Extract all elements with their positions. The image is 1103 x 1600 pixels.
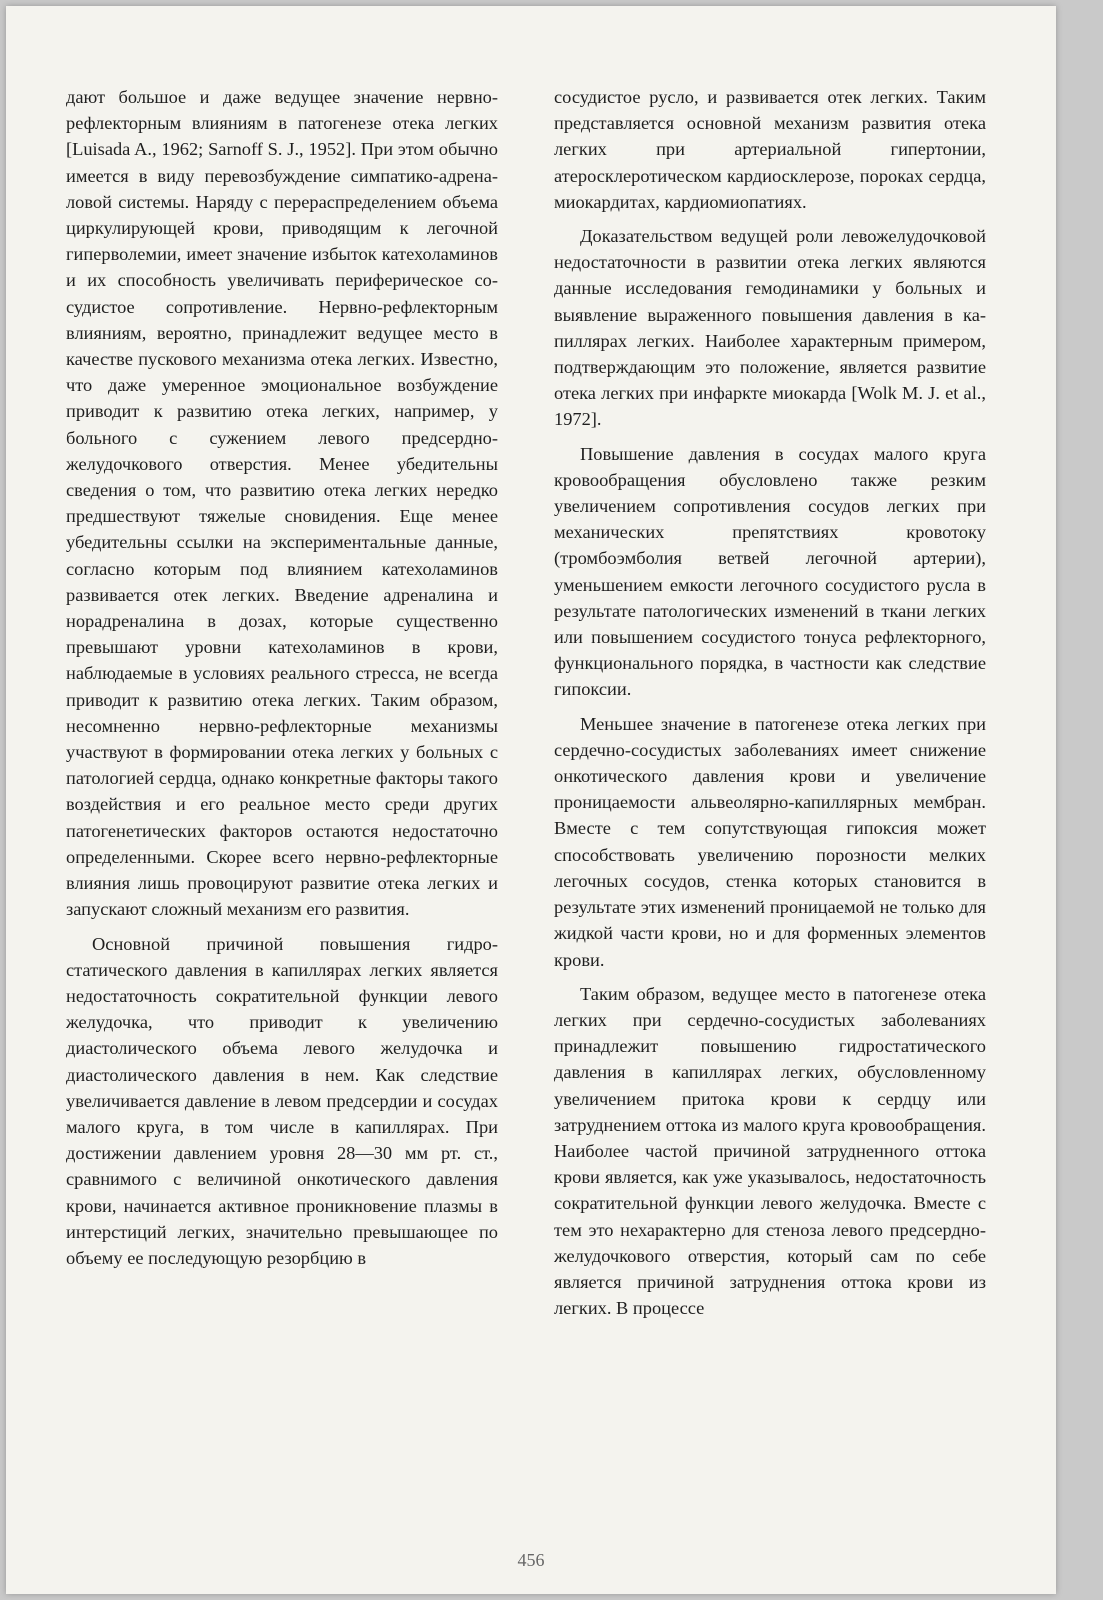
- paragraph: Меньшее значение в патогенезе отека легких при сердечно-сосудистых заболеваниях имеет снижение онкотического давления крови и увеличение проницаемости альвеолярно-капиллярных мембран. Вместе с тем сопутствующая гипоксия может способствовать увеличению порозности мелких легочных сосудов, стенка которых становится в результате этих изменений проницаемой не только для жидкой части крови, но и для форменных элементов крови.: [554, 713, 986, 970]
- paragraph: Основной причиной повышения гидростатического давления в капиллярах легких является недостаточность сократительной функции левого желудочка, что приводит к увеличению диастолического объема левого желудочка и диастолического давления в нем. Как следствие увеличивается давление в левом предсердии и сосудах малого круга, в том числе в капиллярах. При достижении давлением уровня 28—30 мм рт. ст., сравнимого с величиной онкотического давления крови, начинается активное проникновение плазмы в интерстиций легких, значительно превышающее по объему ее последующую резорбцию в: [66, 933, 498, 1268]
- paragraph: дают большое и даже ведущее значение нервно-рефлекторным влияниям в патогенезе отека легких [Luisada A., 1962; Sarnoff S. J., 1952]. При этом обычно имеется в виду перевозбуждение симпатико-адреналовой системы. Наряду с перераспределением объема циркулирующей крови, приводящим к легочной гиперволемии, имеет значение избыток катехоламинов и их способность увеличивать периферическое сосудистое сопротивление. Нервно-рефлекторным влияниям, вероятно, принадлежит ведущее место в качестве пускового механизма отека легких. Известно, что даже умеренное эмоциональное возбуждение приводит к развитию отека легких, например, у больного с сужением левого предсердно-желудочкового отверстия. Менее убедительны сведения о том, что развитию отека легких нередко предшествуют тяжелые сновидения. Еще менее убедительны ссылки на экспериментальные данные, согласно которым под влиянием катехоламинов развивается отек легких. Введение адреналина и норадреналина в дозах, которые существенно превышают уровни катехоламинов в крови, наблюдаемые в условиях реального стресса, не всегда приводит к развитию отека легких. Таким образом, несомненно нервно-рефлекторные механизмы участвуют в формировании отека легких у больных с патологией сердца, однако конкретные факторы такого воздействия и его реальное место среди других патогенетических факторов остаются недостаточно определенными. Скорее всего нервно-рефлекторные влияния лишь провоцируют развитие отека легких и запускают сложный механизм его развития.: [66, 87, 498, 920]
- paragraph: Повышение давления в сосудах малого круга кровообращения обусловлено также резким увеличением сопротивления сосудов легких при механических препятствиях кровотоку (тромбоэмболия ветвей легочной артерии), уменьшением емкости легочного сосудистого русла в результате патологических изменений в ткани легких или повышением сосудистого тонуса рефлекторного, функционального порядка, в частности как следствие гипоксии.: [554, 443, 986, 700]
- page-number: 456: [517, 1550, 545, 1570]
- book-page: [6, 6, 1056, 1594]
- paragraph: Таким образом, ведущее место в патогенезе отека легких при сердечно-сосудистых заболеваниях принадлежит повышению гидростатического давления в капиллярах легких, обусловленному увеличением притока крови к сердцу или затруднением оттока из малого круга кровообращения. Наиболее частой причиной затрудненного оттока крови является, как уже указывалось, недостаточность сократительной функции левого желудочка. Вместе с тем это нехарактерно для стеноза левого предсердно-желудочкового отверстия, который сам по себе является причиной затруднения оттока крови из легких. В процессе: [554, 983, 986, 1319]
- right-column: [554, 84, 986, 1321]
- paragraph: сосудистое русло, и развивается отек легких. Таким представляется основной механизм развития отека легких при артериальной гипертонии, атеросклеротическом кардиосклерозе, пороках сердца, миокардитах, кардиомиопатиях.: [554, 87, 986, 212]
- paragraph: Доказательством ведущей роли левожелудочковой недостаточности в развитии отека легких являются данные исследования гемодинамики у больных и выявление выраженного повышения давления в капиллярах легких. Наиболее характерным примером, подтверждающим это положение, является развитие отека легких при инфаркте миокарда [Wolk M. J. et al., 1972].: [554, 226, 986, 430]
- left-column: [66, 84, 498, 1271]
